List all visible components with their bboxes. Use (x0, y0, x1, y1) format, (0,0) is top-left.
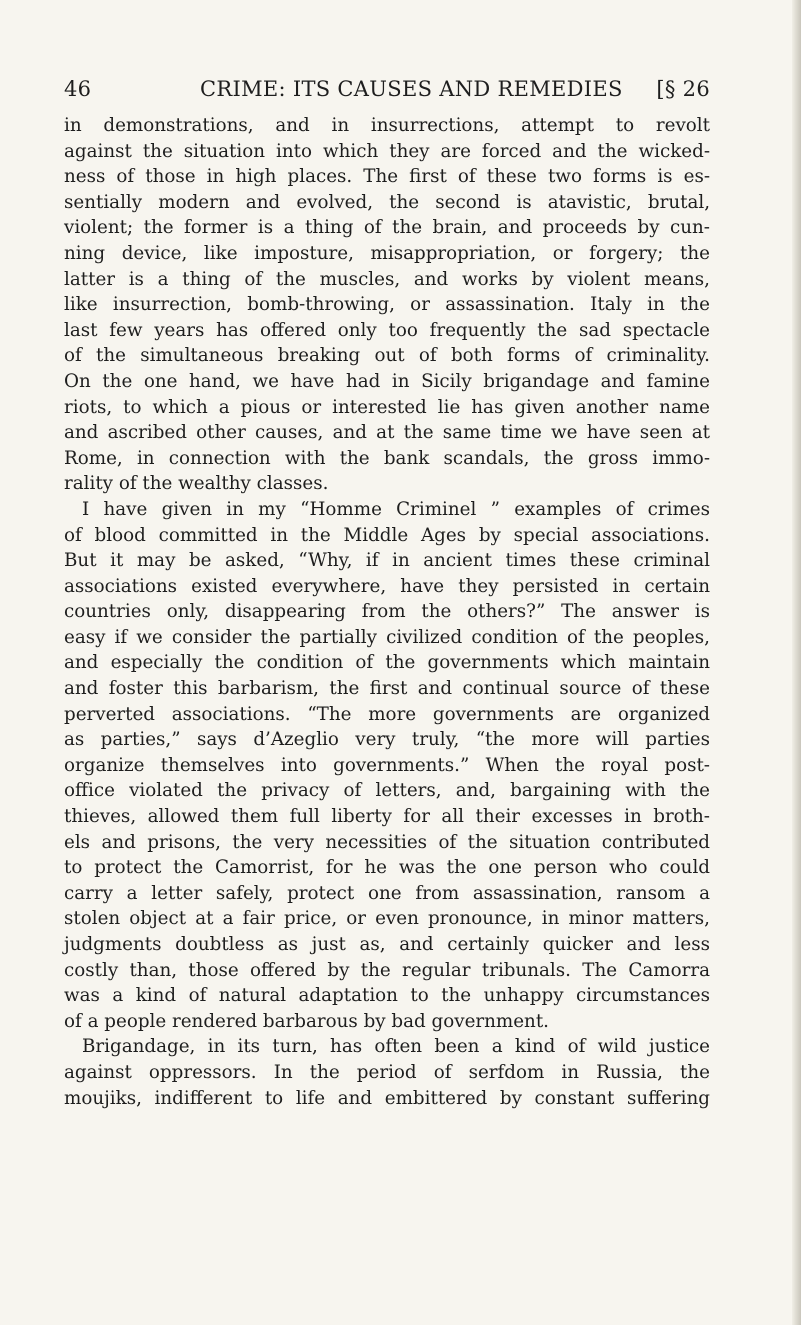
text-line: Rome, in connection with the bank scandals, the gross immo- (64, 447, 710, 469)
text-line: latter is a thing of the muscles, and works by violent means, (64, 268, 710, 290)
text-line: office violated the privacy of letters, and, bargaining with the (64, 780, 710, 802)
text-line: against oppressors. In the period of serfdom in Russia, the (64, 1061, 710, 1083)
text-line: of blood committed in the Middle Ages by special associations. (64, 524, 710, 546)
text-line: in demonstrations, and in insurrections, attempt to revolt (64, 115, 710, 136)
page-edge-shadow (792, 0, 801, 1325)
text-line: els and prisons, the very necessities of the situation contributed (64, 831, 710, 853)
text-line: as parties,” says d’Azeglio very truly, “the more will parties (64, 729, 710, 751)
text-line: sentially modern and evolved, the second is atavistic, brutal, (64, 191, 710, 213)
text-line: judgments doubtless as just as, and certainly quicker and less (64, 934, 710, 955)
text-line: ning device, like imposture, misappropriation, or forgery; the (64, 242, 710, 264)
text-line: violent; the former is a thing of the brain, and proceeds by cun- (64, 217, 710, 239)
running-title: CRIME: ITS CAUSES AND REMEDIES (200, 77, 623, 101)
text-line: easy if we consider the partially civilized condition of the peoples, (64, 626, 710, 648)
text-line: moujiks, indifferent to life and embittered by constant suffering (64, 1087, 710, 1109)
text-line: carry a letter safely, protect one from assassination, ransom a (64, 882, 710, 904)
text-line: thieves, allowed them full liberty for all their excesses in broth- (64, 806, 710, 828)
text-line: and foster this barbarism, the first and continual source of these (64, 678, 710, 700)
body-text (64, 113, 710, 1111)
section-mark: [§ 26 (656, 77, 710, 101)
text-line: was a kind of natural adaptation to the unhappy circumstances (64, 985, 710, 1007)
text-line: ness of those in high places. The first of these two forms is es- (64, 166, 710, 188)
text-line: perverted associations. “The more governments are organized (64, 703, 710, 725)
text-line: like insurrection, bomb-throwing, or assassination. Italy in the (64, 294, 710, 316)
running-header (64, 72, 710, 106)
text-line: and ascribed other causes, and at the same time we have seen at (64, 422, 710, 444)
text-line: against the situation into which they are forced and the wicked- (64, 140, 710, 162)
paragraph-end-line: of a people rendered barbarous by bad government. (64, 1010, 549, 1032)
text-line: associations existed everywhere, have they persisted in certain (64, 575, 710, 597)
paragraph-start-line: Brigandage, in its turn, has often been a kind of wild justice (82, 1036, 710, 1058)
text-line: to protect the Camorrist, for he was the one person who could (64, 857, 710, 879)
text-line: stolen object at a fair price, or even pronounce, in minor matters, (64, 908, 710, 930)
text-line: of the simultaneous breaking out of both forms of criminality. (64, 345, 710, 367)
text-line: organize themselves into governments.” When the royal post- (64, 754, 710, 776)
text-line: But it may be asked, “Why, if in ancient times these criminal (64, 550, 710, 572)
text-line: costly than, those offered by the regular tribunals. The Camorra (64, 959, 710, 981)
text-line: countries only, disappearing from the others?” The answer is (64, 601, 710, 623)
text-line: last few years has offered only too frequently the sad spectacle (64, 319, 710, 341)
paragraph-end-line: rality of the wealthy classes. (64, 473, 329, 495)
text-line: riots, to which a pious or interested lie has given another name (64, 396, 710, 418)
paragraph-start-line: I have given in my “Homme Criminel ” examples of crimes (82, 498, 710, 520)
text-line: and especially the condition of the governments which maintain (64, 652, 710, 674)
text-line: On the one hand, we have had in Sicily brigandage and famine (64, 370, 710, 392)
page-number: 46 (64, 77, 92, 101)
